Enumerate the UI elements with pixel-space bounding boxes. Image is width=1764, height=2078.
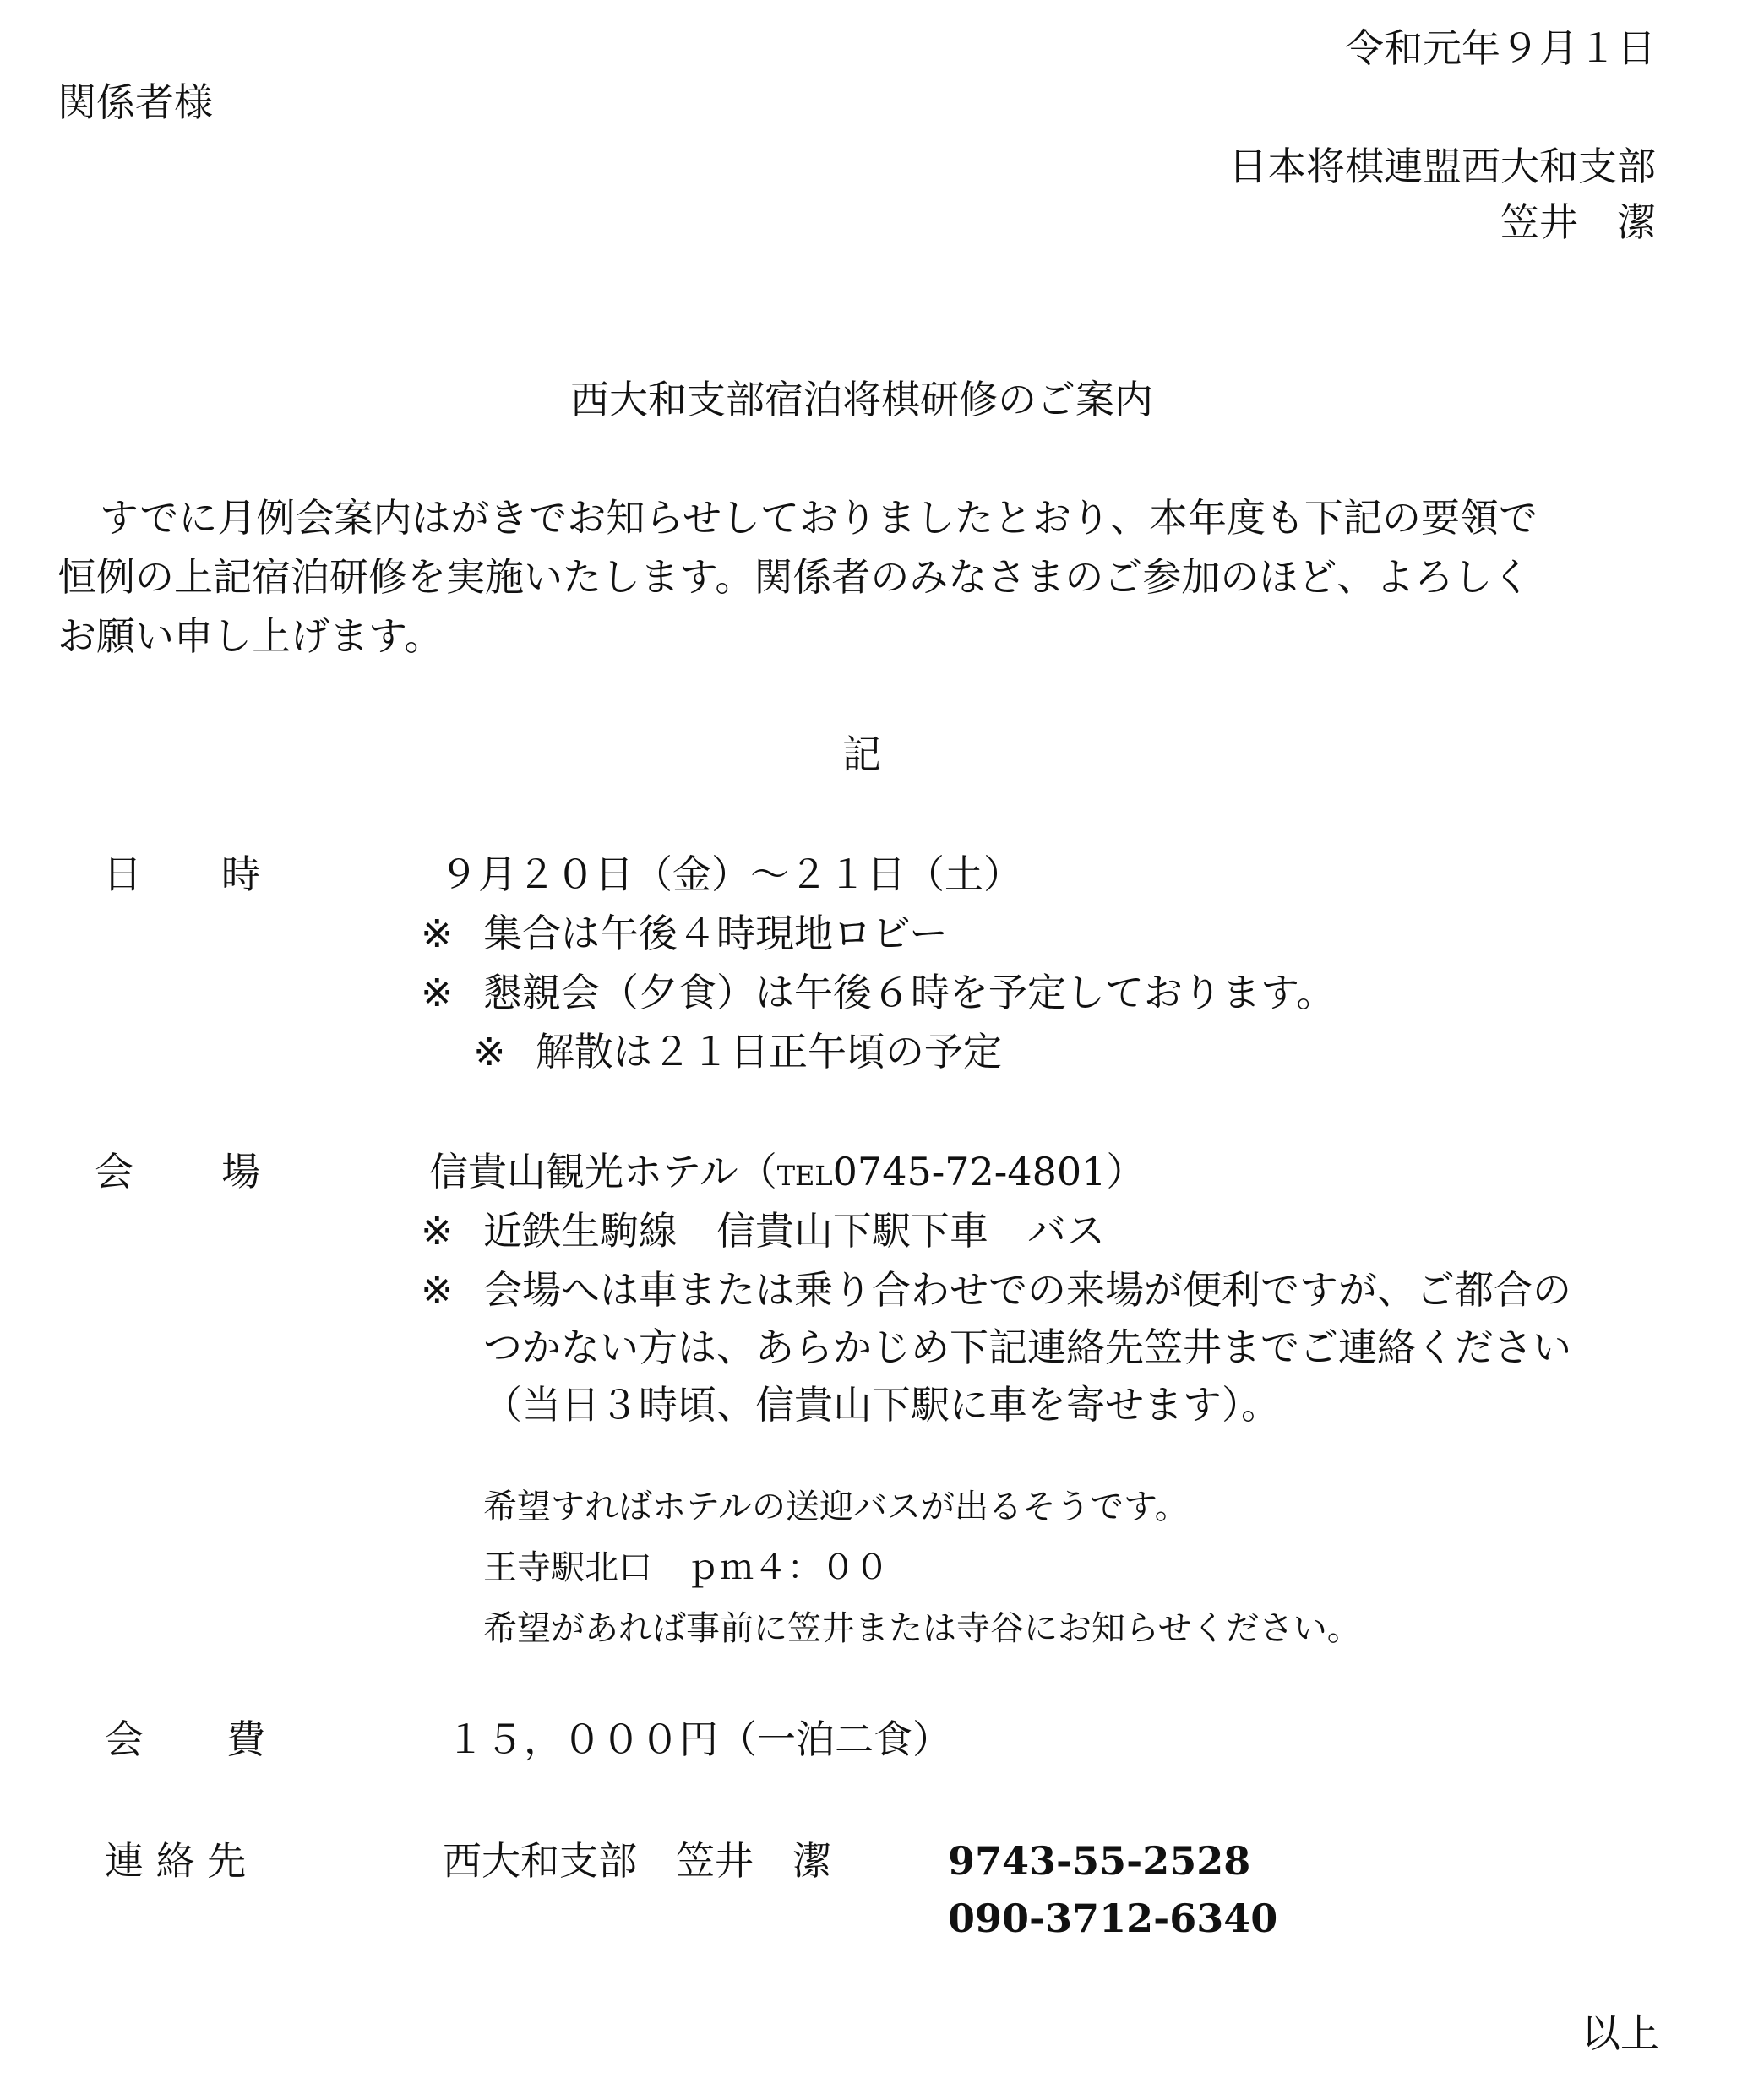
venue-note-2-line-1-text: 会場へは車または乗り合わせでの来場が便利ですが、ご都合の	[483, 1267, 1571, 1313]
closing: 以上	[1582, 2010, 1659, 2056]
fee-label-1: 会	[105, 1716, 144, 1762]
ki-heading: 記	[842, 732, 881, 777]
sender-organization: 日本将棋連盟西大和支部	[1228, 144, 1656, 189]
fee-value: １５，０００円（一泊二食）	[446, 1716, 951, 1762]
sender-name: 笠井 潔	[1500, 199, 1656, 245]
datetime-note-3-text: 解散は２１日正午頃の予定	[536, 1029, 1002, 1074]
datetime-note-2	[421, 970, 1336, 1015]
venue-tel: 0745-72-4801）	[832, 1149, 1146, 1194]
shuttle-bus-line-3: 希望があれば事前に笠井または寺谷にお知らせください。	[483, 1609, 1361, 1648]
datetime-label-2: 時	[221, 851, 260, 897]
document-title: 西大和支部宿泊将棋研修のご案内	[570, 377, 1153, 422]
reference-mark: ※	[421, 911, 454, 956]
venue-note-2-line-1	[421, 1267, 1571, 1313]
venue-note-1	[421, 1208, 1105, 1254]
reference-mark: ※	[421, 1267, 454, 1313]
reference-mark: ※	[421, 1208, 454, 1254]
datetime-note-3	[473, 1029, 1002, 1074]
contact-name: 西大和支部 笠井 潔	[443, 1838, 831, 1884]
body-line-2: 恒例の上記宿泊研修を実施いたします。関係者のみなさまのご参加のほど、よろしく	[57, 554, 1532, 600]
datetime-value: ９月２０日（金）～２１日（土）	[439, 851, 1022, 897]
venue-note-2-line-2: つかない方は、あらかじめ下記連絡先笠井までご連絡ください	[483, 1325, 1571, 1370]
recipient: 関係者様	[57, 79, 213, 125]
document-date: 令和元年９月１日	[1345, 25, 1656, 71]
datetime-label-1: 日	[103, 851, 142, 897]
venue-label-2: 場	[221, 1149, 260, 1194]
venue-note-1-text: 近鉄生駒線 信貴山下駅下車 バス	[483, 1208, 1105, 1254]
contact-phone-1: 9743-55-2528	[948, 1838, 1251, 1884]
datetime-note-1	[421, 911, 949, 956]
reference-mark: ※	[421, 970, 454, 1015]
venue-name	[429, 1149, 1146, 1194]
venue-name-text: 信貴山観光ホテル（	[429, 1149, 777, 1194]
body-line-3: お願い申し上げます。	[57, 613, 444, 659]
venue-label-1: 会	[95, 1149, 133, 1194]
shuttle-bus-line-1: 希望すればホテルの送迎バスが出るそうです。	[483, 1488, 1189, 1526]
contact-phone-2: 090-3712-6340	[948, 1896, 1278, 1941]
datetime-note-1-text: 集合は午後４時現地ロビー	[483, 911, 949, 956]
body-line-1: すでに月例会案内はがきでお知らせしておりましたとおり、本年度も下記の要領で	[100, 495, 1538, 541]
reference-mark: ※	[473, 1029, 506, 1074]
contact-label: 連 絡 先	[105, 1838, 247, 1884]
venue-note-2-line-3: （当日３時頃、信貴山下駅に車を寄せます）。	[483, 1382, 1280, 1428]
shuttle-bus-line-2: 王寺駅北口 ｐｍ４：００	[483, 1548, 889, 1587]
datetime-note-2-text: 懇親会（夕食）は午後６時を予定しております。	[483, 970, 1336, 1015]
tel-prefix: TEL	[776, 1160, 833, 1192]
fee-label-2: 費	[226, 1716, 265, 1762]
